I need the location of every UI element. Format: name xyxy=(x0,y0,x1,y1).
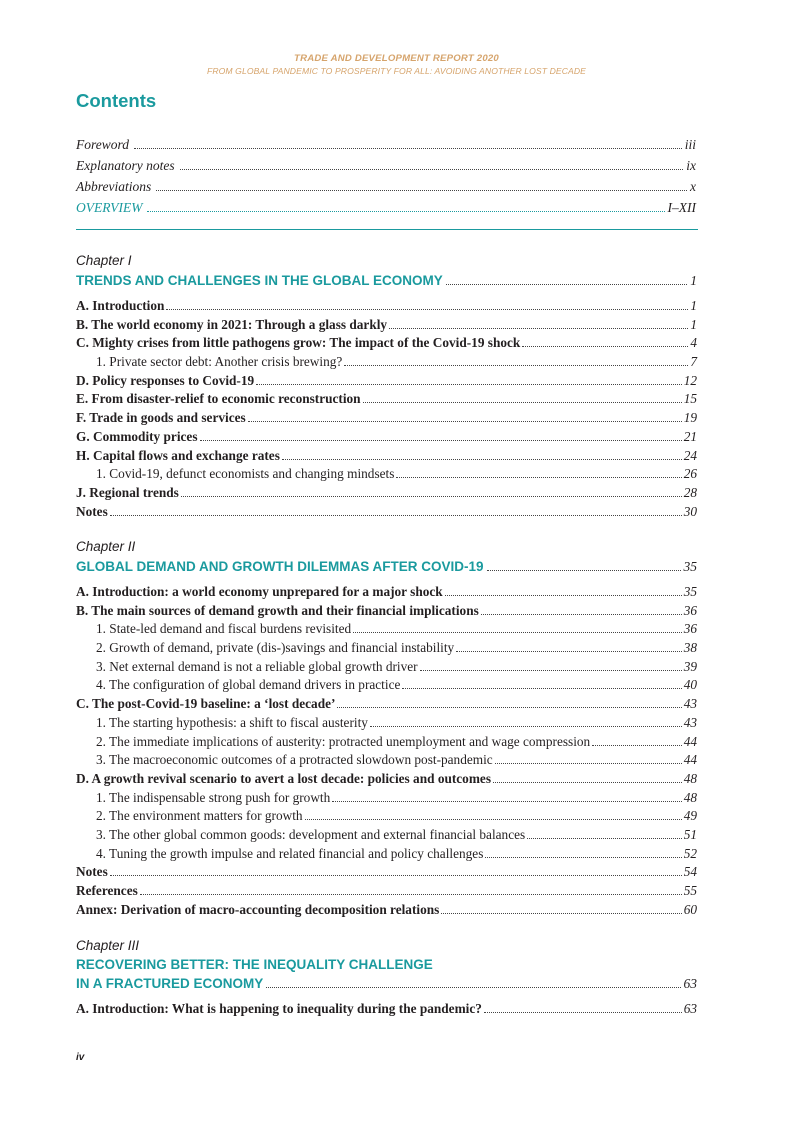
chapter-title-page: 35 xyxy=(683,559,697,574)
toc-entry-text: References xyxy=(76,883,138,898)
toc-entry[interactable] xyxy=(76,428,697,447)
toc-entry-text: E. From disaster-relief to economic reconstruction xyxy=(76,391,361,407)
toc-entry[interactable] xyxy=(76,1000,697,1019)
toc-entry[interactable] xyxy=(76,583,697,602)
toc-entry[interactable] xyxy=(76,316,697,335)
toc-entry-page: 1 xyxy=(690,298,697,313)
toc-entry-text: H. Capital flows and exchange rates xyxy=(76,447,280,463)
toc-entry-text: C. The post-Covid-19 baseline: a ‘lost decade’ xyxy=(76,696,336,712)
toc-entry-page: 1 xyxy=(690,316,697,332)
toc-entry-page: 21 xyxy=(683,428,697,444)
toc-entry[interactable] xyxy=(76,882,697,901)
toc-entry[interactable] xyxy=(76,484,697,503)
toc-entry-text: D. A growth revival scenario to avert a lost decade: policies and outcomes xyxy=(76,770,491,786)
chapter-title-page: 63 xyxy=(683,976,697,991)
toc-entry-page: 43 xyxy=(683,696,697,712)
toc-entry-page: 15 xyxy=(683,391,697,407)
toc-subentry[interactable] xyxy=(76,807,697,826)
chapter-title-page: 1 xyxy=(690,273,697,288)
divider-rule xyxy=(76,229,698,230)
toc-entry-page: 44 xyxy=(683,752,697,768)
contents-heading: Contents xyxy=(76,90,157,111)
toc-front-entry-foreword[interactable] xyxy=(76,137,696,158)
chapter-label: Chapter II xyxy=(76,539,136,554)
toc-entry[interactable] xyxy=(76,770,697,789)
toc-entry-page: 38 xyxy=(683,640,697,656)
toc-entry-page: 49 xyxy=(683,808,697,824)
chapter-title-text: TRENDS AND CHALLENGES IN THE GLOBAL ECONOMY xyxy=(76,273,443,288)
toc-entry-text: A. Introduction: a world economy unprepared for a major shock xyxy=(76,584,443,599)
toc-entry-text: 1. Covid-19, defunct economists and changing mindsets xyxy=(96,466,395,482)
toc-entry-text: Annex: Derivation of macro-accounting decomposition relations xyxy=(76,901,440,917)
toc-entry-text: D. Policy responses to Covid-19 xyxy=(76,372,255,388)
chapter-3-section xyxy=(76,936,697,1019)
toc-entry[interactable] xyxy=(76,447,697,466)
toc-entry-page: I–XII xyxy=(667,200,696,215)
toc-entry[interactable] xyxy=(76,390,697,409)
toc-entry-text: A. Introduction: What is happening to inequality during the pandemic? xyxy=(76,1001,482,1016)
toc-entry-page: 60 xyxy=(683,901,697,917)
page-number: iv xyxy=(76,1052,85,1063)
toc-entry[interactable] xyxy=(76,901,697,920)
toc-subentry[interactable] xyxy=(76,620,697,639)
toc-entry-page: 12 xyxy=(683,372,697,388)
toc-entry-page: 48 xyxy=(683,789,697,805)
chapter-title[interactable] xyxy=(76,974,697,994)
chapter-title[interactable] xyxy=(76,271,697,291)
toc-subentry[interactable] xyxy=(76,733,697,752)
toc-entry-text: 3. The macroeconomic outcomes of a protracted slowdown post-pandemic xyxy=(96,752,493,768)
toc-entry-text: G. Commodity prices xyxy=(76,428,198,444)
toc-subentry[interactable] xyxy=(76,639,697,658)
toc-entry-text: Abbreviations xyxy=(76,179,152,194)
toc-entry-text: B. The main sources of demand growth and their financial implications xyxy=(76,602,479,618)
toc-entry-page: 28 xyxy=(683,484,697,500)
toc-entry[interactable] xyxy=(76,409,697,428)
toc-entry-page: 52 xyxy=(683,845,697,861)
chapter-title-line1: RECOVERING BETTER: THE INEQUALITY CHALLENGE xyxy=(76,957,433,972)
toc-entry-page: 4 xyxy=(690,335,697,351)
toc-entry-text: B. The world economy in 2021: Through a glass darkly xyxy=(76,316,388,332)
toc-front-entry-overview[interactable] xyxy=(76,200,696,221)
toc-entry-text: 4. Tuning the growth impulse and related financial and policy challenges xyxy=(96,845,484,861)
toc-entry-text: 3. Net external demand is not a reliable global growth driver xyxy=(96,658,418,674)
toc-entry-page: 19 xyxy=(683,410,697,426)
chapter-label: Chapter III xyxy=(76,938,140,953)
toc-subentry[interactable] xyxy=(76,676,697,695)
toc-subentry[interactable] xyxy=(76,789,697,808)
chapter-2-section xyxy=(76,537,697,919)
toc-entry-page: 36 xyxy=(683,602,697,618)
toc-subentry[interactable] xyxy=(76,658,697,677)
toc-entry-page: 39 xyxy=(683,658,697,674)
toc-entry-text: A. Introduction xyxy=(76,298,165,313)
running-header-title: TRADE AND DEVELOPMENT REPORT 2020 xyxy=(294,53,499,64)
running-header-subtitle: FROM GLOBAL PANDEMIC TO PROSPERITY FOR ALL: AVOIDING ANOTHER LOST DECADE xyxy=(206,66,587,76)
toc-entry-text: 1. State-led demand and fiscal burdens revisited xyxy=(96,621,352,637)
toc-entry-text: 3. The other global common goods: development and external financial balances xyxy=(96,826,526,842)
toc-entry-page: 36 xyxy=(683,621,697,637)
toc-entry-text: Notes xyxy=(76,864,108,880)
toc-entry[interactable] xyxy=(76,503,697,522)
chapter-label: Chapter I xyxy=(76,253,132,268)
toc-subentry[interactable] xyxy=(76,465,697,484)
toc-entry-page: ix xyxy=(686,158,696,173)
toc-entry-page: 55 xyxy=(683,883,697,898)
toc-entry-page: 43 xyxy=(683,714,697,730)
toc-entry-page: 35 xyxy=(683,584,697,599)
toc-subentry[interactable] xyxy=(76,353,697,372)
toc-entry[interactable] xyxy=(76,695,697,714)
toc-entry-page: 48 xyxy=(683,770,697,786)
toc-subentry[interactable] xyxy=(76,845,697,864)
toc-entry-page: 54 xyxy=(683,864,697,880)
toc-entry-text: 4. The configuration of global demand drivers in practice xyxy=(96,677,401,693)
toc-entry-page: 63 xyxy=(683,1001,697,1016)
toc-entry[interactable] xyxy=(76,863,697,882)
toc-entry-page: 40 xyxy=(683,677,697,693)
toc-front-entry-explanatory-notes[interactable] xyxy=(76,158,696,179)
chapter-title-text: IN A FRACTURED ECONOMY xyxy=(76,976,264,991)
toc-entry-text: Explanatory notes xyxy=(76,158,175,173)
toc-entry-page: 26 xyxy=(683,466,697,482)
toc-entry-text: C. Mighty crises from little pathogens grow: The impact of the Covid-19 shock xyxy=(76,335,521,351)
toc-subentry[interactable] xyxy=(76,751,697,770)
toc-subentry[interactable] xyxy=(76,714,697,733)
front-matter-list xyxy=(76,137,696,221)
toc-entry-page: 44 xyxy=(683,733,697,749)
toc-entry-text: 1. Private sector debt: Another crisis brewing? xyxy=(96,354,343,370)
toc-entry-page: 51 xyxy=(683,826,697,842)
toc-entry-page: 30 xyxy=(683,503,697,519)
toc-entry-text: F. Trade in goods and services xyxy=(76,410,246,426)
chapter-title-text: GLOBAL DEMAND AND GROWTH DILEMMAS AFTER COVID-19 xyxy=(76,559,484,574)
toc-entry-page: iii xyxy=(684,137,696,152)
toc-entry-text: 1. The starting hypothesis: a shift to fiscal austerity xyxy=(96,714,368,730)
toc-entry[interactable] xyxy=(76,372,697,391)
toc-entry[interactable] xyxy=(76,334,697,353)
toc-entry-text: 2. Growth of demand, private (dis-)savings and financial instability xyxy=(96,640,455,656)
toc-front-entry-abbreviations[interactable] xyxy=(76,179,696,200)
toc-entry-text: 2. The immediate implications of austerity: protracted unemployment and wage compression xyxy=(96,733,591,749)
toc-entry-text: Notes xyxy=(76,503,108,519)
toc-entry[interactable] xyxy=(76,297,697,316)
toc-entry[interactable] xyxy=(76,602,697,621)
toc-subentry[interactable] xyxy=(76,826,697,845)
toc-entry-text: OVERVIEW xyxy=(76,200,143,215)
toc-entry-text: J. Regional trends xyxy=(76,484,179,500)
toc-entry-text: 1. The indispensable strong push for growth xyxy=(96,789,331,805)
chapter-1-section xyxy=(76,251,697,521)
toc-entry-page: 24 xyxy=(683,447,697,463)
toc-entry-page: 7 xyxy=(690,354,697,370)
toc-entry-text: Foreword xyxy=(76,137,129,152)
chapter-title[interactable] xyxy=(76,557,697,577)
toc-entry-page: x xyxy=(690,179,696,194)
toc-entry-text: 2. The environment matters for growth xyxy=(96,808,303,824)
